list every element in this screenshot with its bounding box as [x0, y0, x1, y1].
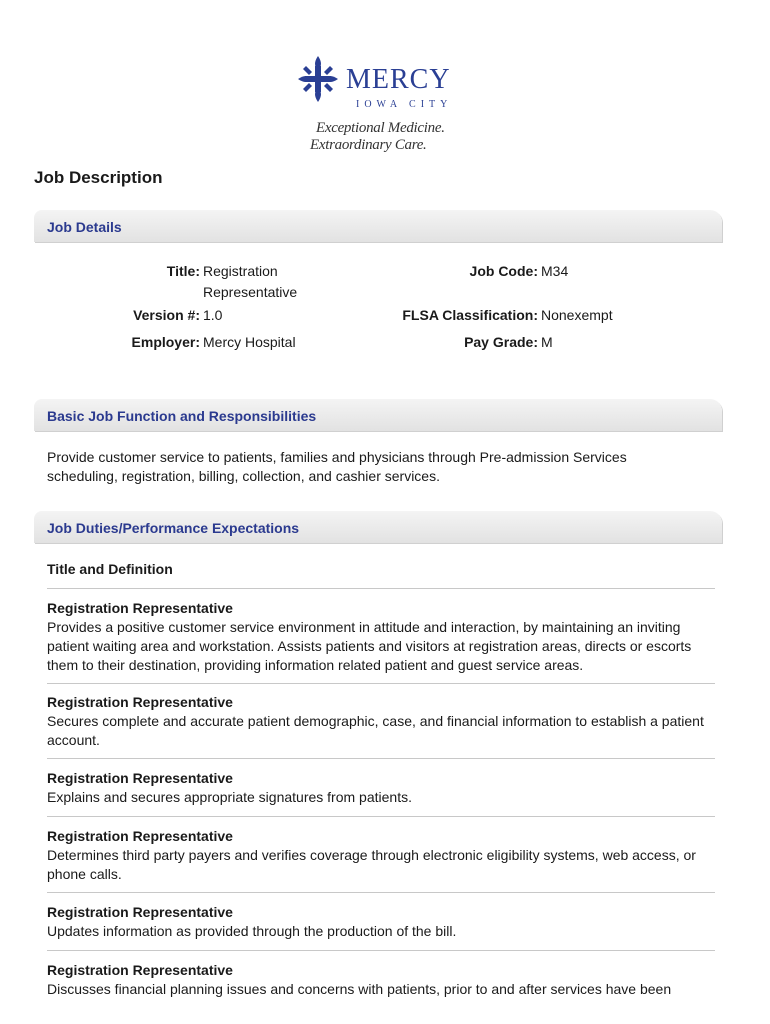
- duty-title: Registration Representative: [47, 962, 233, 978]
- job-details-heading: Job Details: [47, 219, 122, 235]
- duty-title: Registration Representative: [47, 600, 233, 616]
- logo-location: IOWA CITY: [356, 99, 453, 110]
- duty-item: [47, 903, 722, 941]
- mercy-cross-icon: [296, 54, 340, 104]
- divider: [47, 683, 715, 684]
- duty-description: Explains and secures appropriate signatures from patients.: [47, 789, 412, 805]
- job-code-value: M34: [541, 263, 569, 279]
- logo-tagline-2: Extraordinary Care.: [310, 137, 427, 153]
- flsa-value: Nonexempt: [541, 307, 613, 323]
- basic-function-heading: Basic Job Function and Responsibilities: [47, 408, 317, 424]
- duty-title: Registration Representative: [47, 904, 233, 920]
- pay-grade-value: M: [541, 334, 553, 350]
- version-value: 1.0: [203, 307, 223, 323]
- duty-item: [47, 693, 722, 750]
- duty-title: Registration Representative: [47, 828, 233, 844]
- duty-description: Provides a positive customer service environment in attitude and interaction, by maintaining an inviting patient waiting area and workstation. Assists patients and visitors at registration areas, directs or escorts them to their destination, providing information related patient and guest service areas.: [47, 619, 692, 673]
- employer-label: Employer:: [131, 334, 200, 350]
- pay-grade-label: Pay Grade:: [464, 334, 538, 350]
- job-details-header: [34, 210, 722, 242]
- mercy-logo: [296, 54, 466, 158]
- divider: [47, 758, 715, 759]
- duty-description: Updates information as provided through the production of the bill.: [47, 923, 457, 939]
- duty-description: Discusses financial planning issues and concerns with patients, prior to and after services have been: [47, 981, 672, 997]
- duties-header: [34, 511, 722, 543]
- duties-column-head: Title and Definition: [47, 561, 173, 577]
- job-code-label: Job Code:: [469, 263, 538, 279]
- logo-tagline-1: Exceptional Medicine.: [316, 120, 445, 136]
- divider: [47, 892, 715, 893]
- basic-function-text: Provide customer service to patients, families and physicians through Pre-admission Services scheduling, registration, billing, collection, and cashier services.: [47, 449, 627, 484]
- logo-wordmark: MERCY: [346, 64, 451, 95]
- basic-function-header: [34, 399, 722, 431]
- employer-value: Mercy Hospital: [203, 334, 296, 350]
- duty-item: [47, 827, 722, 884]
- divider: [47, 816, 715, 817]
- duty-item: [47, 961, 722, 999]
- divider: [47, 588, 715, 589]
- duty-title: Registration Representative: [47, 770, 233, 786]
- duties-heading: Job Duties/Performance Expectations: [47, 520, 300, 536]
- flsa-label: FLSA Classification:: [402, 307, 538, 323]
- page-title: Job Description: [34, 168, 163, 187]
- divider: [47, 950, 715, 951]
- duty-title: Registration Representative: [47, 694, 233, 710]
- title-value: Registration Representative: [203, 263, 298, 300]
- duty-description: Secures complete and accurate patient demographic, case, and financial information to establish a patient account.: [47, 713, 704, 748]
- title-label: Title:: [166, 263, 200, 279]
- duty-item: [47, 769, 722, 807]
- duty-item: [47, 599, 722, 675]
- duty-description: Determines third party payers and verifies coverage through electronic eligibility systems, web access, or phone calls.: [47, 847, 696, 882]
- version-label: Version #:: [133, 307, 200, 323]
